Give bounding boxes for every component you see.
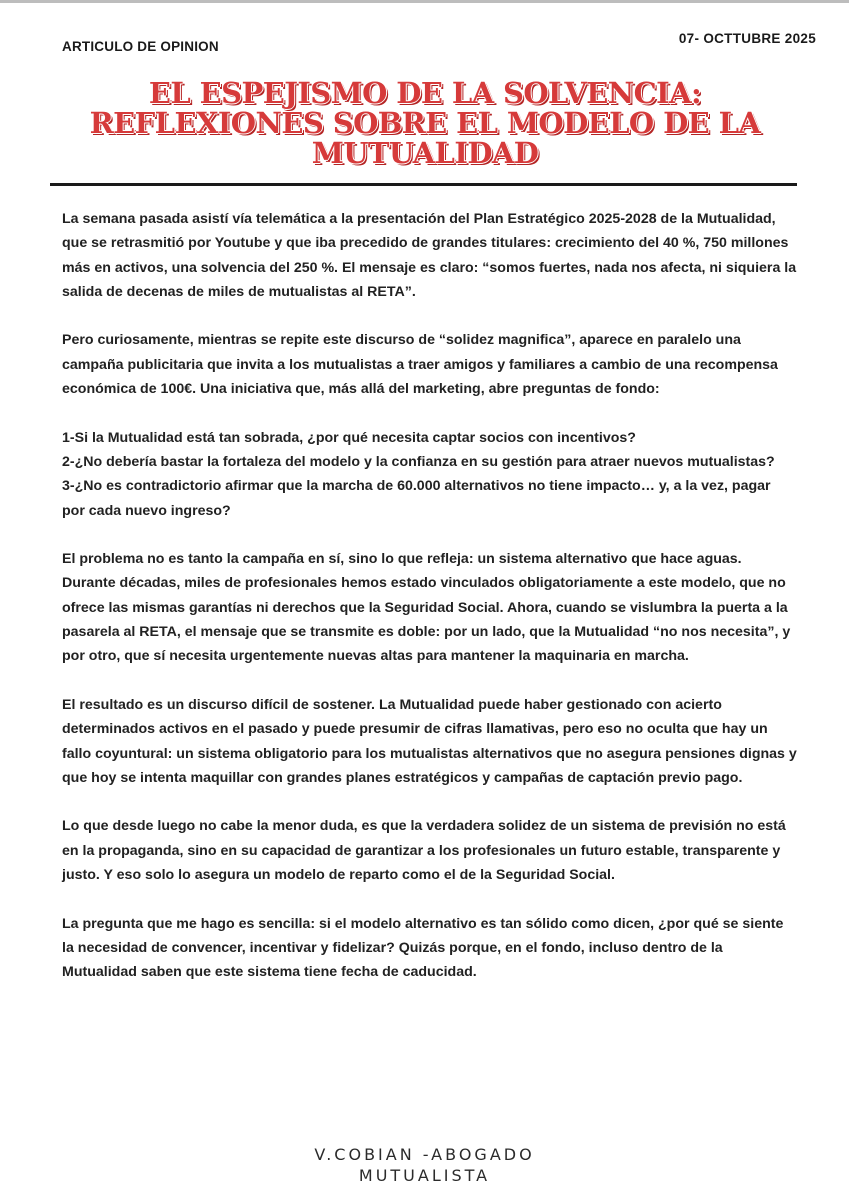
paragraph-2: Pero curiosamente, mientras se repite este discurso de “solidez magnifica”, aparece en paralelo una campaña publicitaria que invita a los mutualistas a traer amigos y familiares a cambio de una recompensa económica de 100€. Una iniciativa que, más allá del marketing, abre preguntas de fondo: bbox=[62, 332, 778, 398]
section-label: ARTICULO DE OPINION bbox=[62, 39, 219, 54]
signature-line-2: MUTUALISTA bbox=[358, 1166, 491, 1185]
article-body bbox=[62, 207, 797, 1009]
article-date: 07- OCTTUBRE 2025 bbox=[678, 31, 816, 46]
article-title bbox=[40, 78, 810, 168]
paragraph-6: La pregunta que me hago es sencilla: si el modelo alternativo es tan sólido como dicen, ¿por qué se siente la necesidad de convencer, incentivar y fidelizar? Quizás porque, en el fondo, incluso dentro de la Mutualidad saben que este sistema tiene fecha de caducidad. bbox=[62, 915, 784, 981]
title-line-2: REFLEXIONES SOBRE EL MODELO DE LA bbox=[89, 106, 761, 140]
question-list bbox=[62, 426, 797, 523]
paragraph-4: El resultado es un discurso difícil de sostener. La Mutualidad puede haber gestionado con acierto determinados activos en el pasado y puede presumir de cifras llamativas, pero eso no oculta que hay un fallo coyuntural: un sistema obligatorio para los mutualistas alternativos que no asegura pensiones dignas y que hoy se intenta maquillar con grandes planes estratégicos y campañas de captación previo pago. bbox=[62, 696, 797, 786]
question-item-1: 1-Si la Mutualidad está tan sobrada, ¿por qué necesita captar socios con incentivos? bbox=[62, 429, 636, 446]
paragraph-1: La semana pasada asistí vía telemática a la presentación del Plan Estratégico 2025-2028 de la Mutualidad, que se retrasmitió por Youtube y que iba precedido de grandes titulares: crecimiento del 40 %, 750 millones más en activos, una solvencia del 250 %. El mensaje es claro: “somos fuertes, nada nos afecta, ni siquiera la salida de decenas de miles de mutualistas al RETA”. bbox=[62, 211, 797, 300]
question-item-2: 2-¿No debería bastar la fortaleza del modelo y la confianza en su gestión para atraer nuevos mutualistas? bbox=[62, 453, 775, 470]
question-item-3: 3-¿No es contradictorio afirmar que la marcha de 60.000 alternativos no tiene impacto… y, a la vez, pagar por cada nuevo ingreso? bbox=[62, 478, 771, 519]
signature-line-1: V.COBIAN -ABOGADO bbox=[314, 1145, 535, 1164]
title-line-1: EL ESPEJISMO DE LA SOLVENCIA: bbox=[148, 76, 702, 110]
paragraph-3: El problema no es tanto la campaña en sí, sino lo que refleja: un sistema alternativo que hace aguas. Durante décadas, miles de profesionales hemos estado vinculados obligatoriamente a este modelo, que no ofrece las mismas garantías ni derechos que la Seguridad Social. Ahora, cuando se vislumbra la puerta a la pasarela al RETA, el mensaje que se transmite es doble: por un lado, que la Mutualidad “no nos necesita”, y por otro, que sí necesita urgentemente nuevas altas para mantener la maquinaria en marcha. bbox=[62, 551, 791, 665]
title-divider bbox=[50, 183, 797, 186]
paragraph-5: Lo que desde luego no cabe la menor duda, es que la verdadera solidez de un sistema de previsión no está en la propaganda, sino en su capacidad de garantizar a los profesionales un futuro estable, transparente y justo. Y eso solo lo asegura un modelo de reparto como el de la Seguridad Social. bbox=[62, 818, 786, 884]
top-divider bbox=[0, 0, 849, 3]
author-signature bbox=[0, 1144, 849, 1186]
title-line-3: MUTUALIDAD bbox=[311, 136, 539, 170]
